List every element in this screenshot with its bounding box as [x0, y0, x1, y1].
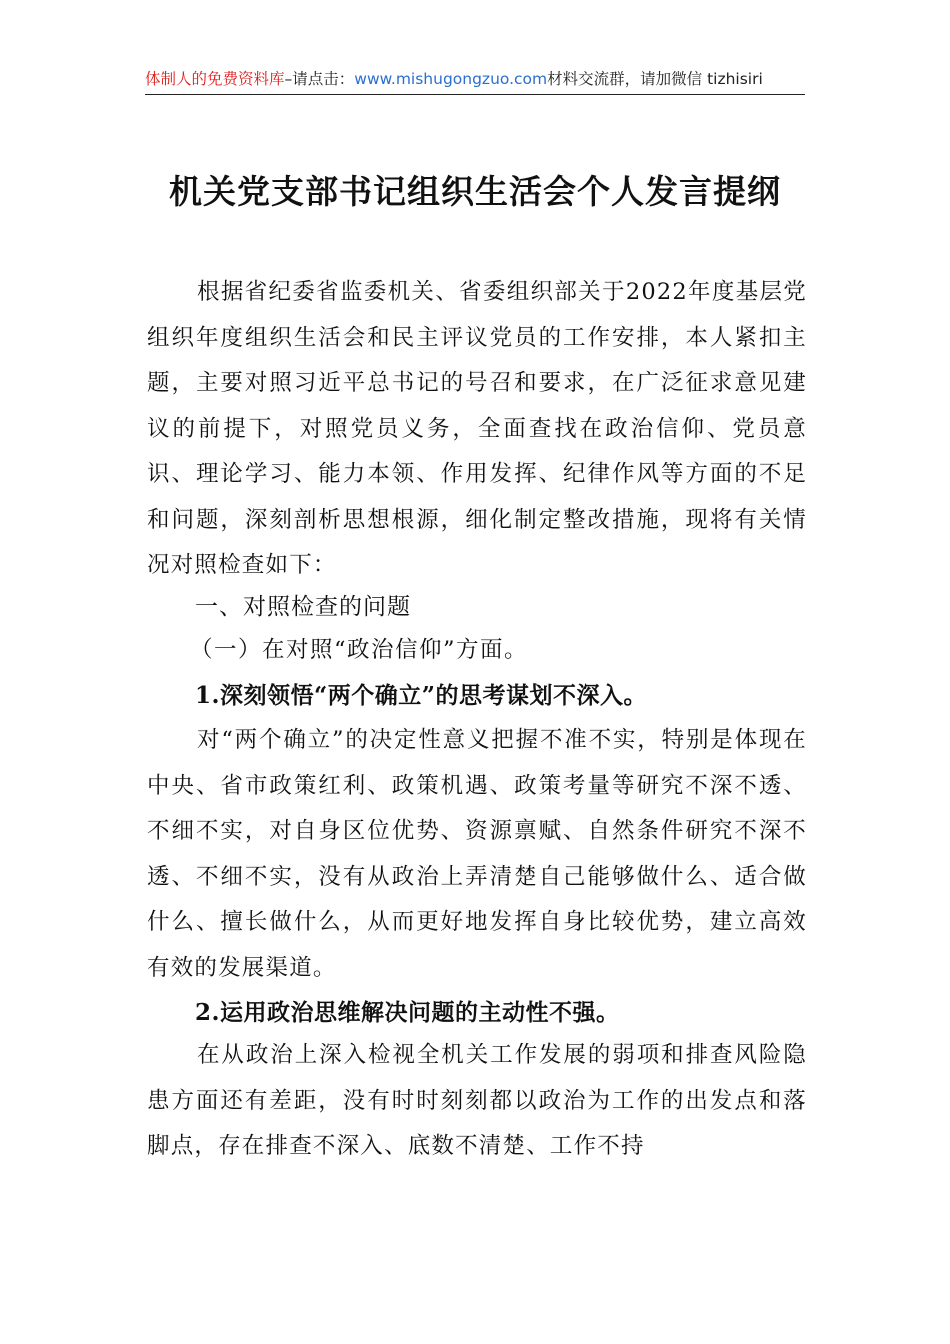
item-2-paragraph: 在从政治上深入检视全机关工作发展的弱项和排查风险隐患方面还有差距，没有时时刻刻都以政治为工作的出发点和落脚点，存在排查不深入、底数不清楚、工作不持 [147, 1042, 807, 1159]
item-1-paragraph: 对“两个确立”的决定性意义把握不准不实，特别是体现在中央、省市政策红利、政策机遇、政策考量等研究不深不透、不细不实，对自身区位优势、资源禀赋、自然条件研究不深不透、不细不实，没有从政治上弄清楚自己能够做什么、适合做什么、擅长做什么，从而更好地发挥自身比较优势，建立高效有效的发展渠道。 [147, 727, 807, 981]
header-url-link[interactable]: www.mishugongzuo.com [354, 70, 548, 88]
page-header [145, 66, 805, 95]
intro-paragraph: 根据省纪委省监委机关、省委组织部关于2022年度基层党组织年度组织生活会和民主评议党员的工作安排，本人紧扣主题，主要对照习近平总书记的号召和要求，在广泛征求意见建议的前提下，对照党员义务，全面查找在政治信仰、党员意识、理论学习、能力本领、作用发挥、纪律作风等方面的不足和问题，深刻剖析思想根源，细化制定整改措施，现将有关情况对照检查如下： [147, 279, 807, 578]
header-brand: 体制人的免费资料库 [145, 70, 285, 88]
header-prompt: –请点击： [284, 70, 355, 88]
item-1-title: 1.深刻领悟“两个确立”的思考谋划不深入。 [195, 682, 647, 709]
header-contact: 材料交流群，请加微信 tizhisiri [547, 70, 763, 88]
item-1-block [147, 718, 807, 991]
item-2-block [147, 1033, 807, 1170]
intro-block [147, 270, 807, 589]
section-heading-1: 一、对照检查的问题 [195, 594, 411, 620]
document-title: 机关党支部书记组织生活会个人发言提纲 [169, 172, 781, 211]
item-2-title: 2.运用政治思维解决问题的主动性不强。 [195, 999, 620, 1026]
subsection-heading-1: （一）在对照“政治信仰”方面。 [190, 637, 529, 663]
